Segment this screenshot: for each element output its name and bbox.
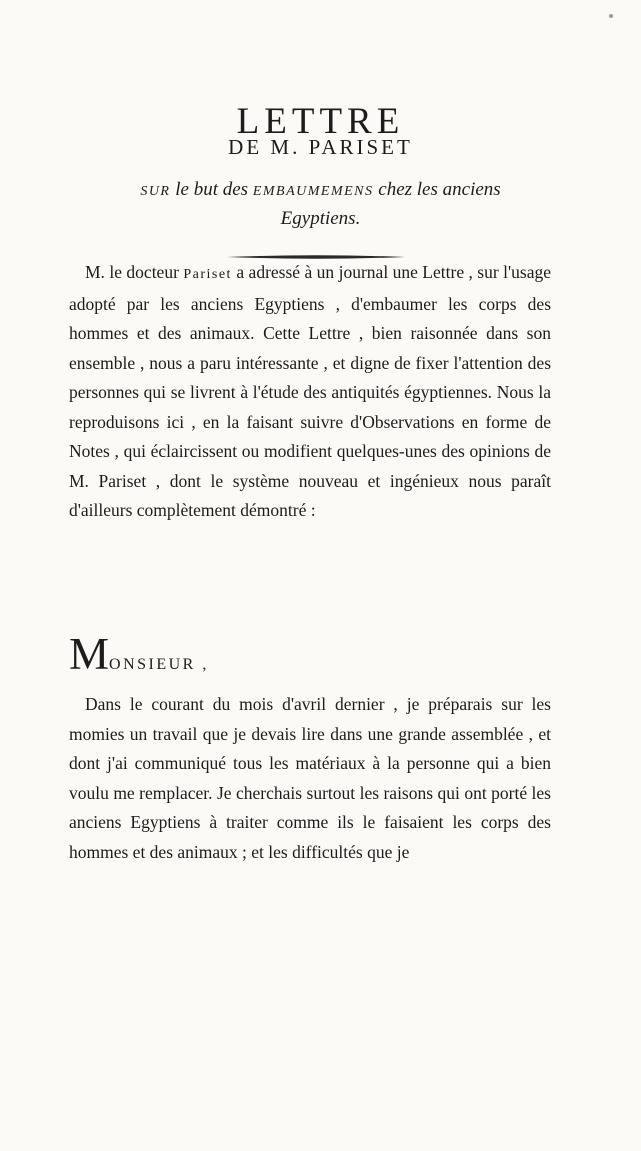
salutation-rest: ONSIEUR , — [109, 656, 209, 673]
intro-text: a adressé à un journal une Lettre , sur l'usage adopté par les anciens Egyptiens , d'embaumer les corps des hommes et des animaux. Cette Lettre , bien raisonnée dans son ensemble , nous a paru intéressante , et digne de fixer l'attention des personnes qui se livrent à l'étude des antiquités égyptiennes. Nous la reproduisons ici , en la faisant suivre d'Observations en forme de Notes , qui éclaircissent ou modifient quelques-unes des opinions de M. Pariset , dont le système nouveau et ingénieux nous paraît d'ailleurs complètement démontré : — [69, 262, 551, 520]
intro-prefix: M. le docteur — [85, 262, 184, 282]
subject-embaumemens: EMBAUMEMENS — [252, 184, 374, 199]
intro-paragraph — [69, 258, 551, 526]
salutation — [69, 629, 209, 679]
page-subtitle: DE M. PARISET — [228, 135, 413, 159]
subject-line-2: Egyptiens. — [280, 208, 361, 229]
letter-paragraph: Dans le courant du mois d'avril dernier , je préparais sur les momies un travail que je devais lire dans une grande assemblée , et dont j'ai communiqué tous les matériaux à la personne qui a bien voulu me remplacer. Je cherchais surtout les raisons qui ont porté les anciens Egyptiens à traiter comme ils le faisaient les corps des hommes et des animaux ; et les difficultés que je — [69, 694, 551, 862]
subject-sur: SUR — [140, 184, 171, 199]
salutation-dropcap: M — [69, 629, 110, 679]
page-title: LETTRE — [236, 100, 405, 142]
subject-line-1 — [0, 180, 641, 199]
subject-le-but-des: le but des — [170, 179, 253, 200]
subject-chez: chez les anciens — [373, 179, 501, 200]
ink-speck — [609, 14, 613, 18]
intro-name: Pariset — [183, 267, 232, 282]
